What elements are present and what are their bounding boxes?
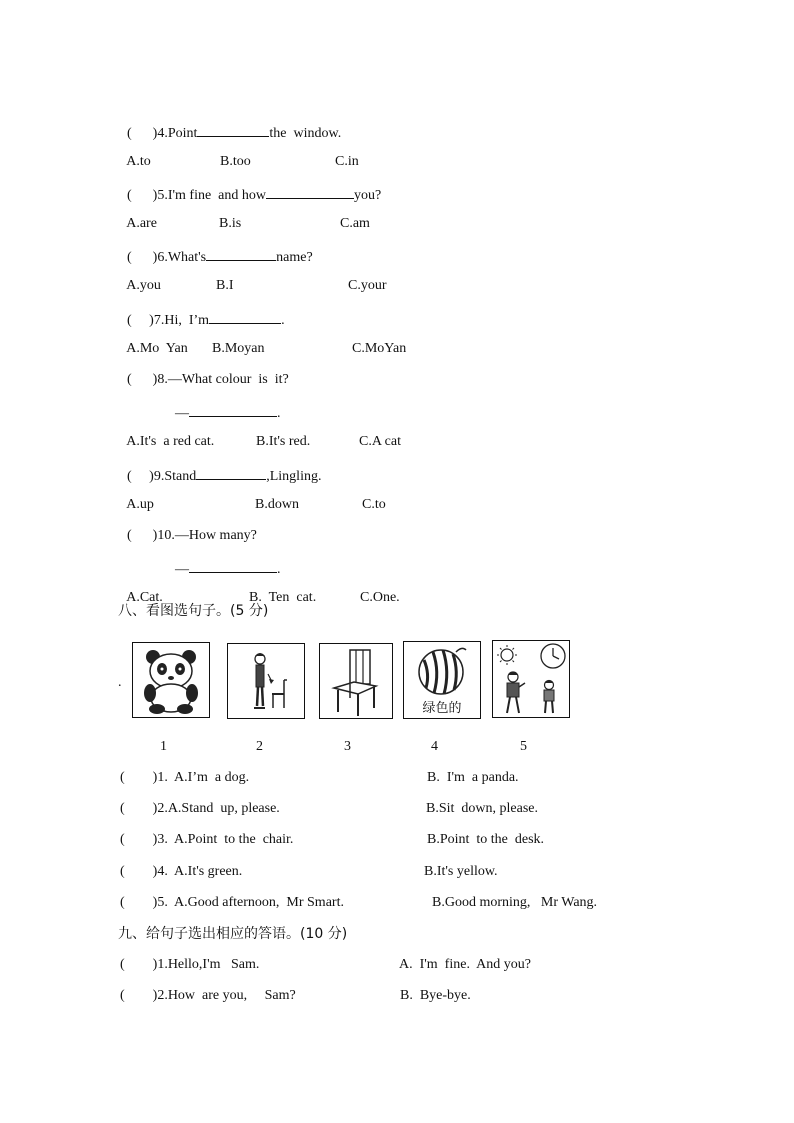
panda-icon: [133, 643, 209, 717]
answer-line-8: — .: [168, 384, 281, 423]
options-7: A.Mo Yan B.Moyan C.MoYan: [126, 341, 407, 356]
picture-question-5: ( )5. A.Good afternoon, Mr Smart.: [120, 895, 344, 910]
question-9: ( )9.Stand ,Lingling.: [120, 447, 321, 486]
watermelon-icon: [404, 642, 480, 698]
good-morning-picture: [492, 640, 570, 718]
question-4: ( )4.Point the window.: [120, 104, 341, 143]
picture-number-1: 1: [160, 739, 167, 754]
answer-blank[interactable]: [196, 465, 266, 480]
chair-picture: [319, 643, 393, 719]
answer-blank[interactable]: [189, 558, 277, 573]
options-8: A.It's a red cat. B.It's red. C.A cat: [126, 434, 401, 449]
picture-question-4: ( )4. A.It's green.: [120, 864, 243, 879]
answer-blank[interactable]: [197, 122, 269, 137]
watermelon-label: 绿色的: [422, 701, 462, 716]
answer-blank[interactable]: [266, 184, 354, 199]
options-4: A.to B.too C.in: [126, 154, 359, 169]
picture-option-4b: B.It's yellow.: [424, 864, 498, 879]
question-7: ( )7.Hi, I’m .: [120, 291, 285, 330]
picture-question-3: ( )3. A.Point to the chair.: [120, 832, 294, 847]
response-option-a: A. I'm fine. And you?: [399, 957, 532, 972]
picture-number-3: 3: [344, 739, 351, 754]
answer-blank[interactable]: [206, 246, 276, 261]
picture-option-3b: B.Point to the desk.: [427, 832, 545, 847]
section-9-title: 九、给句子选出相应的答语。(10 分): [118, 926, 348, 942]
chair-icon: [320, 644, 392, 718]
answer-line-10: — .: [168, 540, 281, 579]
panda-picture: [132, 642, 210, 718]
greeting-scene-icon: [493, 641, 569, 717]
picture-question-2: ( )2.A.Stand up, please.: [120, 801, 280, 816]
bullet-dot: .: [118, 675, 122, 690]
options-10: A.Cat. B. Ten cat. C.One.: [126, 590, 400, 605]
section-8-title: 八、看图选句子。(5 分): [118, 603, 269, 619]
response-question-2: ( )2.How are you, Sam?: [120, 988, 296, 1003]
question-6: ( )6.What's name?: [120, 228, 313, 267]
picture-number-4: 4: [431, 739, 438, 754]
picture-number-5: 5: [520, 739, 527, 754]
picture-option-2b: B.Sit down, please.: [426, 801, 538, 816]
question-5: ( )5.I'm fine and how you?: [120, 166, 381, 205]
watermelon-picture: [403, 641, 481, 719]
picture-option-5b: B.Good morning, Mr Wang.: [432, 895, 598, 910]
picture-question-1: ( )1. A.I’m a dog.: [120, 770, 250, 785]
picture-number-2: 2: [256, 739, 263, 754]
options-6: A.you B.I C.your: [126, 278, 387, 293]
options-9: A.up B.down C.to: [126, 497, 386, 512]
person-standing-icon: [228, 644, 304, 718]
stand-up-picture: [227, 643, 305, 719]
question-8: ( )8.—What colour is it?: [127, 372, 289, 387]
response-question-1: ( )1.Hello,I'm Sam.: [120, 957, 260, 972]
response-option-b: B. Bye-bye.: [400, 988, 471, 1003]
answer-blank[interactable]: [209, 309, 281, 324]
question-10: ( )10.—How many?: [127, 528, 257, 543]
picture-option-1b: B. I'm a panda.: [427, 770, 519, 785]
options-5: A.are B.is C.am: [126, 216, 370, 231]
